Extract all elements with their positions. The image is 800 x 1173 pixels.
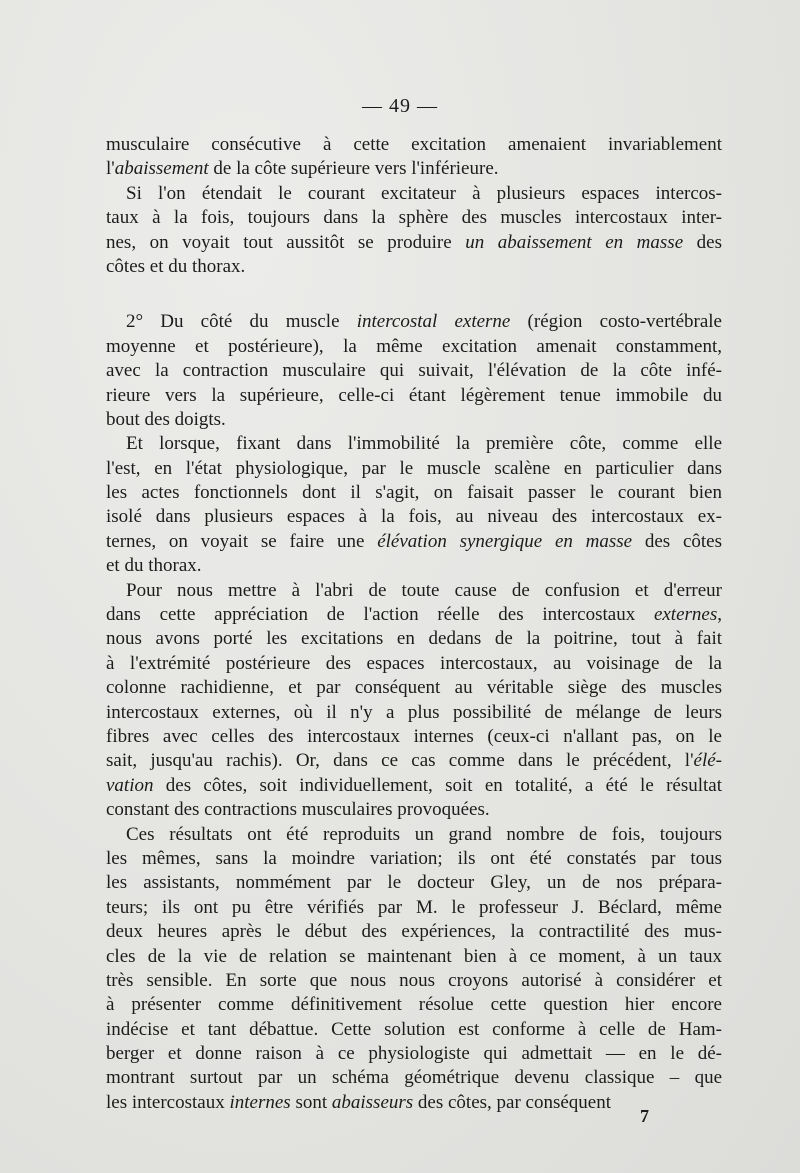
signature-mark: 7 bbox=[640, 1106, 649, 1126]
italic-text: externes bbox=[653, 604, 718, 626]
text-segment: à présenter comme définitivement résolue cette question hier encore bbox=[106, 994, 722, 1016]
text-segment: dans cette appréciation de l'action réelle des intercostaux bbox=[106, 604, 654, 626]
text-line bbox=[106, 133, 722, 157]
text-line bbox=[106, 627, 722, 651]
text-line bbox=[106, 481, 722, 505]
italic-text: un abaissement en masse bbox=[465, 231, 684, 253]
text-segment: indécise et tant débattue. Cette solution est conforme à celle de Ham- bbox=[106, 1018, 722, 1040]
text-line bbox=[106, 823, 722, 847]
text-segment: très sensible. En sorte que nous nous croyons autorisé à considérer et bbox=[106, 969, 722, 991]
text-segment: des bbox=[683, 231, 722, 253]
text-segment: Ces résultats ont été reproduits un grand nombre de fois, toujours bbox=[126, 823, 722, 845]
paragraph bbox=[106, 182, 722, 280]
text-line bbox=[106, 579, 722, 603]
text-segment: colonne rachidienne, et par conséquent au véritable siège des muscles bbox=[106, 677, 722, 699]
paragraph bbox=[106, 310, 722, 432]
text-segment: à l'extrémité postérieure des espaces intercostaux, au voisinage de la bbox=[106, 652, 722, 674]
text-line bbox=[106, 310, 722, 334]
text-line bbox=[106, 749, 722, 773]
text-segment: isolé dans plusieurs espaces à la fois, au niveau des intercostaux ex- bbox=[106, 506, 722, 528]
text-segment: les mêmes, sans la moindre variation; ils ont été constatés par tous bbox=[106, 847, 722, 869]
italic-text: élévation synergique en masse bbox=[377, 530, 633, 552]
text-line bbox=[106, 384, 722, 408]
text-line bbox=[106, 652, 722, 676]
text-line bbox=[106, 255, 722, 279]
paragraph bbox=[106, 432, 722, 578]
text-line bbox=[106, 774, 722, 798]
text-segment: musculaire consécutive à cette excitation amenaient invariablement bbox=[106, 134, 722, 155]
text-segment: les assistants, nommément par le docteur Gley, un de nos prépara- bbox=[106, 872, 722, 894]
text-segment: fibres avec celles des intercostaux internes (ceux-ci n'allant pas, on le bbox=[106, 725, 722, 747]
text-line bbox=[106, 432, 722, 456]
text-line bbox=[106, 847, 722, 871]
italic-text: internes bbox=[229, 1091, 291, 1113]
text-line bbox=[106, 945, 722, 969]
text-line bbox=[106, 335, 722, 359]
text-segment: Si l'on étendait le courant excitateur à plusieurs espaces intercos- bbox=[126, 182, 722, 204]
italic-text: vation bbox=[106, 774, 154, 796]
text-segment: montrant surtout par un schéma géométrique devenu classique – que bbox=[106, 1067, 722, 1089]
text-line bbox=[106, 408, 722, 432]
text-segment: les actes fonctionnels dont il s'agit, on faisait passer le courant bien bbox=[106, 482, 722, 504]
text-segment: 2° Du côté du muscle bbox=[126, 311, 357, 333]
paragraph bbox=[106, 579, 722, 823]
text-line bbox=[106, 157, 722, 181]
text-line bbox=[106, 530, 722, 554]
text-segment: les intercostaux bbox=[106, 1091, 230, 1113]
paragraph bbox=[106, 823, 722, 1116]
page-number: — 49 — bbox=[362, 95, 438, 117]
text-segment: bout des doigts. bbox=[106, 408, 226, 430]
paragraph bbox=[106, 133, 722, 182]
text-segment: moyenne et postérieure), la même excitation amenait constamment, bbox=[106, 335, 722, 357]
text-line bbox=[106, 603, 722, 627]
text-segment: des côtes bbox=[632, 530, 722, 552]
text-line bbox=[106, 676, 722, 700]
text-line bbox=[106, 1042, 722, 1066]
text-line bbox=[106, 359, 722, 383]
text-segment: de la côte supérieure vers l'inférieure. bbox=[208, 158, 499, 180]
text-line bbox=[106, 231, 722, 255]
italic-text: élé- bbox=[693, 750, 722, 772]
text-segment: des côtes, par conséquent bbox=[413, 1091, 612, 1113]
italic-text: abaisseurs bbox=[331, 1091, 414, 1113]
text-segment: constant des contractions musculaires provoquées. bbox=[106, 799, 490, 821]
body-text bbox=[106, 133, 722, 1115]
text-segment: deux heures après le début des expériences, la contractilité des mus- bbox=[106, 921, 722, 943]
text-line bbox=[106, 993, 722, 1017]
text-line bbox=[106, 920, 722, 944]
text-segment: (région costo-vertébrale bbox=[510, 311, 722, 333]
text-line bbox=[106, 505, 722, 529]
text-segment: berger et donne raison à ce physiologiste qui admettait — en le dé- bbox=[106, 1043, 722, 1065]
text-segment: l' bbox=[106, 158, 115, 180]
text-segment: sait, jusqu'au rachis). Or, dans ce cas comme dans le précédent, l' bbox=[106, 750, 694, 772]
text-segment: des côtes, soit individuellement, soit en totalité, a été le résultat bbox=[153, 774, 722, 796]
text-segment: ternes, on voyait se faire une bbox=[106, 530, 378, 552]
text-line bbox=[106, 798, 722, 822]
text-segment: nous avons porté les excitations en dedans de la poitrine, tout à fait bbox=[106, 628, 722, 650]
text-segment: l'est, en l'état physiologique, par le muscle scalène en particulier dans bbox=[106, 457, 722, 479]
text-line bbox=[106, 701, 722, 725]
text-line bbox=[106, 871, 722, 895]
text-segment: rieure vers la supérieure, celle-ci étant légèrement tenue immobile du bbox=[106, 384, 722, 406]
text-line bbox=[106, 457, 722, 481]
text-segment: avec la contraction musculaire qui suivait, l'élévation de la côte infé- bbox=[106, 360, 722, 382]
italic-text: intercostal externe bbox=[356, 311, 511, 333]
text-segment: Pour nous mettre à l'abri de toute cause de confusion et d'erreur bbox=[126, 579, 722, 601]
text-line bbox=[106, 1066, 722, 1090]
text-segment: Et lorsque, fixant dans l'immobilité la première côte, comme elle bbox=[126, 433, 722, 455]
text-segment: taux à la fois, toujours dans la sphère des muscles intercostaux inter- bbox=[106, 207, 722, 229]
text-line bbox=[106, 1091, 722, 1115]
text-line bbox=[106, 969, 722, 993]
text-segment: nes, on voyait tout aussitôt se produire bbox=[106, 231, 466, 253]
text-segment: intercostaux externes, où il n'y a plus possibilité de mélange de leurs bbox=[106, 701, 722, 723]
text-segment: cles de la vie de relation se maintenant bien à ce moment, à un taux bbox=[106, 945, 722, 967]
text-line bbox=[106, 554, 722, 578]
italic-text: abaissement bbox=[114, 158, 209, 180]
text-line bbox=[106, 206, 722, 230]
text-segment: côtes et du thorax. bbox=[106, 255, 246, 277]
text-segment: et du thorax. bbox=[106, 555, 202, 577]
text-segment: , bbox=[717, 604, 722, 626]
text-line bbox=[106, 182, 722, 206]
text-line bbox=[106, 725, 722, 749]
text-segment: sont bbox=[290, 1091, 332, 1113]
text-segment: teurs; ils ont pu être vérifiés par M. le professeur J. Béclard, même bbox=[106, 896, 722, 918]
text-line bbox=[106, 1018, 722, 1042]
text-line bbox=[106, 896, 722, 920]
